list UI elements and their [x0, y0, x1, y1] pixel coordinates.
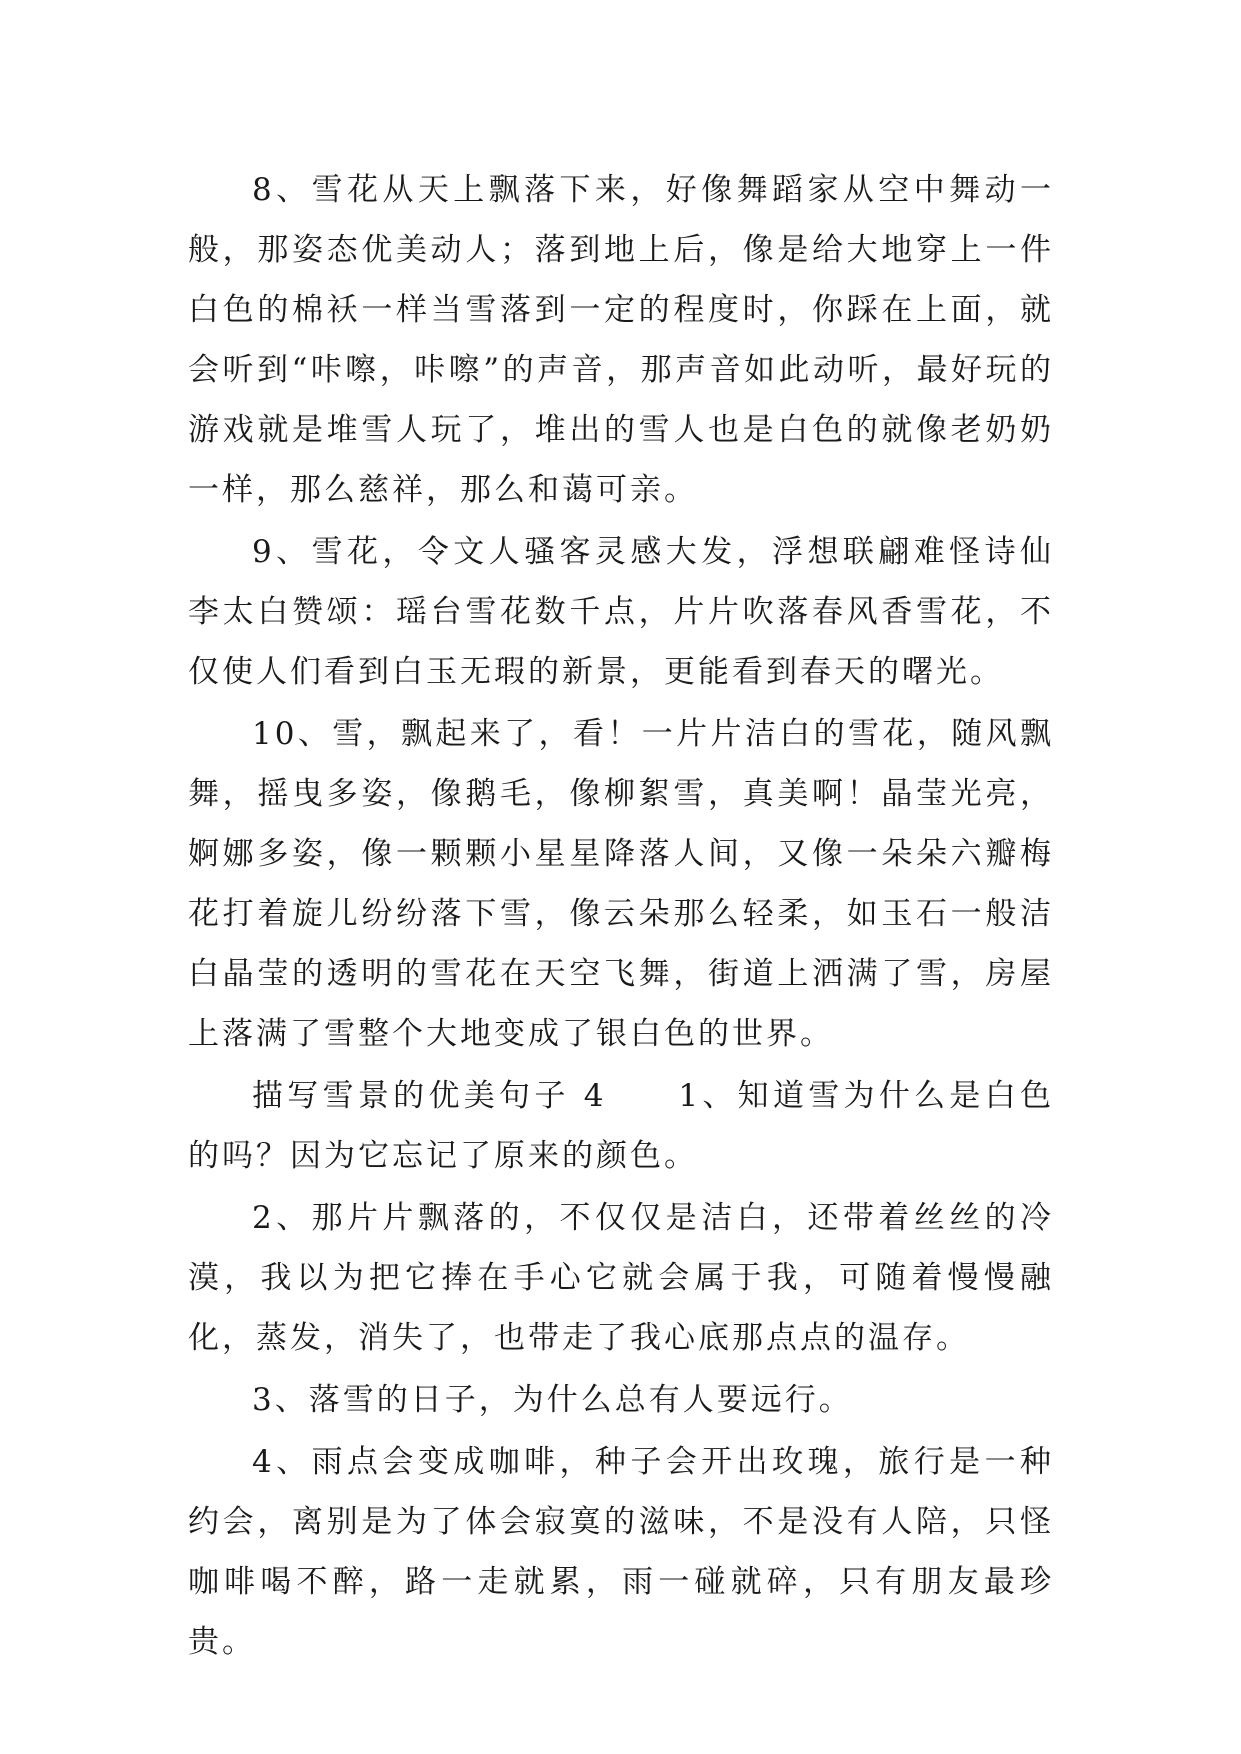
paragraph-4: 4、雨点会变成咖啡，种子会开出玫瑰，旅行是一种约会，离别是为了体会寂寞的滋味，不是没有人陪，只怪咖啡喝不醉，路一走就累，雨一碰就碎，只有朋友最珍贵。 — [188, 1444, 1054, 1660]
paragraph-3: 3、落雪的日子，为什么总有人要远行。 — [252, 1382, 853, 1418]
paragraph-10: 10、雪，飘起来了，看！一片片洁白的雪花，随风飘舞，摇曳多姿，像鹅毛，像柳絮雪，真美啊！晶莹光亮，婀娜多姿，像一颗颗小星星降落人间，又像一朵朵六瓣梅花打着旋儿纷纷落下雪，像云朵那么轻柔，如玉石一般洁白晶莹的透明的雪花在天空飞舞，街道上洒满了雪，房屋上落满了雪整个大地变成了银白色的世界。 — [188, 716, 1054, 1052]
section-heading-paragraph: 描写雪景的优美句子 4 1、知道雪为什么是白色的吗？因为它忘记了原来的颜色。 — [188, 1078, 1054, 1174]
document-body — [188, 160, 1054, 1674]
paragraph-8: 8、雪花从天上飘落下来，好像舞蹈家从空中舞动一般，那姿态优美动人；落到地上后，像是给大地穿上一件白色的棉袄一样当雪落到一定的程度时，你踩在上面，就会听到“咔嚓，咔嚓”的声音，那声音如此动听，最好玩的游戏就是堆雪人玩了，堆出的雪人也是白色的就像老奶奶一样，那么慈祥，那么和蔼可亲。 — [188, 172, 1054, 508]
paragraph-9: 9、雪花，令文人骚客灵感大发，浮想联翩难怪诗仙李太白赞颂：瑶台雪花数千点，片片吹落春风香雪花，不仅使人们看到白玉无瑕的新景，更能看到春天的曙光。 — [188, 534, 1054, 690]
paragraph-2: 2、那片片飘落的，不仅仅是洁白，还带着丝丝的冷漠，我以为把它捧在手心它就会属于我，可随着慢慢融化，蒸发，消失了，也带走了我心底那点点的温存。 — [188, 1200, 1054, 1356]
